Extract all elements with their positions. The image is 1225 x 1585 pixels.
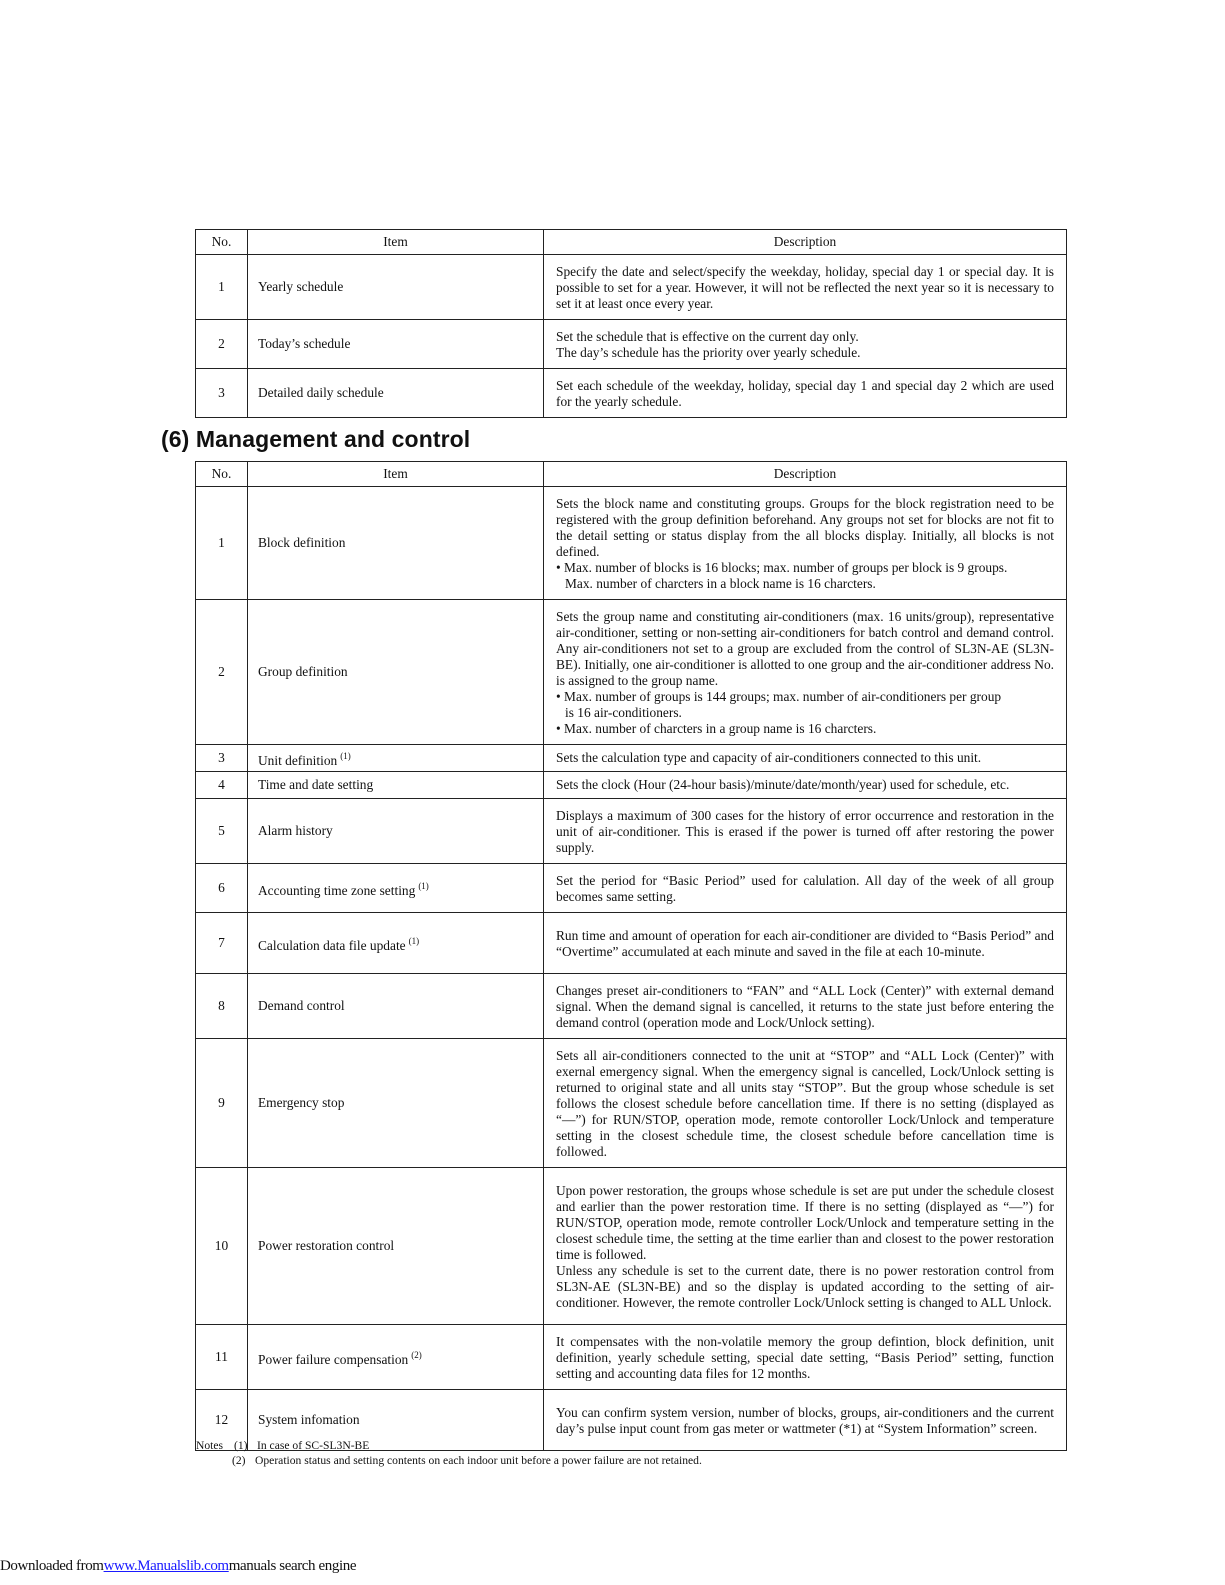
- table-row: [196, 320, 1067, 369]
- section-title: (6) Management and control: [161, 426, 471, 452]
- header-description: Description: [544, 462, 1067, 487]
- table-row: [196, 1039, 1067, 1168]
- table-header-row: [196, 230, 1067, 255]
- row-item: [248, 320, 544, 369]
- description-paragraph: Set the period for “Basic Period” used for calulation. All day of the week of all group becomes same setting.: [556, 873, 1054, 904]
- row-item: [248, 255, 544, 320]
- download-footer: [0, 1558, 356, 1575]
- description-paragraph: Sets the group name and constituting air-conditioners (max. 16 units/group), representative air-conditioner, setting or non-setting air-conditioners for batch control and demand control. Any air-conditioners not set to a group are excluded from the control of SL3N-AE (SL3N-BE). Initially, one air-conditioner is allotted to one group and the air-conditioner address No. is assigned to the group name.: [556, 609, 1054, 688]
- notes-label: Notes: [196, 1439, 224, 1452]
- footnote-marker: (2): [411, 1349, 422, 1360]
- header-item: Item: [248, 462, 544, 487]
- table-header-row: [196, 462, 1067, 487]
- row-item: [248, 913, 544, 974]
- description-paragraph: Max. number of charcters in a block name is 16 charcters.: [565, 576, 876, 591]
- header-no: No.: [196, 230, 248, 255]
- item-label: Emergency stop: [258, 1095, 345, 1110]
- description-paragraph: • Max. number of blocks is 16 blocks; max. number of groups per block is 9 groups.: [556, 560, 1008, 575]
- description-paragraph: Sets the block name and constituting groups. Groups for the block registration need to be registered with the group definition beforehand. Any groups not set for blocks are not fit to the detail setting or status display from the all blocks display. Initially, all blocks is not defined.: [556, 496, 1054, 559]
- description-paragraph: Changes preset air-conditioners to “FAN” and “ALL Lock (Center)” with external demand signal. When the demand signal is cancelled, it returns to the state just before entering the demand control (operation mode and Lock/Unlock setting).: [556, 983, 1054, 1030]
- row-description: [544, 487, 1067, 600]
- row-number: 9: [196, 1039, 248, 1168]
- item-label: Calculation data file update: [258, 937, 406, 953]
- table-row: [196, 745, 1067, 772]
- row-item: [248, 1325, 544, 1390]
- description-paragraph: Unless any schedule is set to the current date, there is no power restoration control from SL3N-AE (SL3N-BE) and so the display is updated according to the setting of air-conditioner. However, the remote controller Lock/Unlock setting is changed to ALL Unlock.: [556, 1263, 1054, 1310]
- item-label: Time and date setting: [258, 777, 374, 792]
- row-number: 6: [196, 864, 248, 913]
- item-label: Group definition: [258, 664, 348, 679]
- note-text: In case of SC-SL3N-BE: [257, 1439, 370, 1452]
- note-row: [196, 1438, 702, 1453]
- row-number: 2: [196, 600, 248, 745]
- row-description: [544, 1168, 1067, 1325]
- row-item: [248, 772, 544, 799]
- item-label: Accounting time zone setting: [258, 882, 416, 898]
- description-paragraph: Specify the date and select/specify the weekday, holiday, special day 1 or special day. It is possible to set for a year. However, it will not be reflected the next year so it is necessary to set it at least once every year.: [556, 264, 1054, 311]
- item-label: Detailed daily schedule: [258, 385, 384, 400]
- description-paragraph: Sets all air-conditioners connected to the unit at “STOP” and “ALL Lock (Center)” with exernal emergency signal. When the emergency signal is cancelled, Lock/Unlock setting is returned to original state and all units stay “STOP”. But the group whose schedule is set follows the closest schedule before cancellation time. If there is no setting (displayed as “—”) for RUN/STOP, operation mode, remote contoroller Lock/Unlock and temperature setting in the closest schedule time, the closest schedule before cancellation time is followed.: [556, 1048, 1054, 1159]
- row-description: [544, 745, 1067, 772]
- description-paragraph: Set each schedule of the weekday, holiday, special day 1 and special day 2 which are used for the yearly schedule.: [556, 378, 1054, 409]
- row-number: 11: [196, 1325, 248, 1390]
- table-row: [196, 864, 1067, 913]
- row-item: [248, 600, 544, 745]
- row-description: [544, 1039, 1067, 1168]
- header-item: Item: [248, 230, 544, 255]
- row-number: 7: [196, 913, 248, 974]
- row-number: 4: [196, 772, 248, 799]
- row-description: [544, 369, 1067, 418]
- row-description: [544, 974, 1067, 1039]
- note-number: (2): [232, 1454, 246, 1467]
- description-paragraph: You can confirm system version, number of blocks, groups, air-conditioners and the current day’s pulse input count from gas meter or wattmeter (*1) at “System Information” screen.: [556, 1405, 1054, 1436]
- description-paragraph: Sets the calculation type and capacity of air-conditioners connected to this unit.: [556, 750, 982, 765]
- table-row: [196, 772, 1067, 799]
- table-row: [196, 913, 1067, 974]
- description-paragraph: is 16 air-conditioners.: [565, 705, 682, 720]
- row-number: 1: [196, 487, 248, 600]
- item-label: Alarm history: [258, 823, 333, 838]
- table-row: [196, 799, 1067, 864]
- row-number: 3: [196, 369, 248, 418]
- description-paragraph: Upon power restoration, the groups whose schedule is set are put under the schedule closest and earlier than the power restoration time. If there is no setting (displayed as “—”) for RUN/STOP, operation mode, remote controller Lock/Unlock and temperature setting in the closest schedule time, the setting at the time earlier than and closest to the power restoration time is followed.: [556, 1183, 1054, 1262]
- row-description: [544, 1325, 1067, 1390]
- item-label: Today’s schedule: [258, 336, 351, 351]
- row-item: [248, 487, 544, 600]
- notes: [196, 1438, 702, 1468]
- row-item: [248, 974, 544, 1039]
- note-number: (1): [234, 1439, 248, 1452]
- row-description: [544, 600, 1067, 745]
- item-label: Power failure compensation: [258, 1351, 409, 1367]
- description-paragraph: • Max. number of groups is 144 groups; max. number of air-conditioners per group: [556, 689, 1002, 704]
- footnote-marker: (1): [408, 935, 420, 946]
- row-description: [544, 864, 1067, 913]
- table-row: [196, 255, 1067, 320]
- item-label: Yearly schedule: [258, 279, 344, 294]
- description-paragraph: • Max. number of charcters in a group name is 16 charcters.: [556, 721, 877, 736]
- item-label: Block definition: [258, 535, 346, 550]
- footer-suffix: manuals search engine: [228, 1558, 357, 1574]
- row-description: [544, 913, 1067, 974]
- item-label: Demand control: [258, 998, 345, 1013]
- table-row: [196, 1168, 1067, 1325]
- header-description: Description: [544, 230, 1067, 255]
- header-no: No.: [196, 462, 248, 487]
- row-item: [248, 864, 544, 913]
- row-description: [544, 799, 1067, 864]
- description-paragraph: Run time and amount of operation for each air-conditioner are divided to “Basis Period” and “Overtime” accumulated at each minute and saved in the file at each 10-minute.: [556, 928, 1054, 959]
- row-item: [248, 1168, 544, 1325]
- footnote-marker: (1): [418, 880, 429, 891]
- table-row: [196, 1325, 1067, 1390]
- row-number: 3: [196, 745, 248, 772]
- table-row: [196, 487, 1067, 600]
- description-paragraph: Set the schedule that is effective on the current day only.: [556, 329, 859, 344]
- table-row: [196, 974, 1067, 1039]
- row-description: [544, 320, 1067, 369]
- row-description: [544, 772, 1067, 799]
- row-description: [544, 255, 1067, 320]
- row-item: [248, 1039, 544, 1168]
- description-paragraph: Displays a maximum of 300 cases for the history of error occurrence and restoration in the unit of air-conditioner. This is erased if the power is turned off after restoring the power supply.: [556, 808, 1054, 855]
- row-item: [248, 745, 544, 772]
- row-number: 5: [196, 799, 248, 864]
- footer-prefix: Downloaded from: [0, 1558, 104, 1574]
- management-table: [195, 461, 1067, 1451]
- row-item: [248, 799, 544, 864]
- item-label: Unit definition: [258, 752, 338, 768]
- item-label: Power restoration control: [258, 1238, 395, 1253]
- row-item: [248, 369, 544, 418]
- manualslib-link[interactable]: www.Manualslib.com: [103, 1558, 229, 1574]
- table-row: [196, 369, 1067, 418]
- table-row: [196, 600, 1067, 745]
- description-paragraph: It compensates with the non-volatile memory the group defintion, block definition, unit definition, yearly schedule setting, special date setting, “Basis Period” setting, function setting and accounting data files for 12 months.: [556, 1334, 1054, 1381]
- row-number: 2: [196, 320, 248, 369]
- row-number: 12: [196, 1390, 248, 1451]
- description-paragraph: Sets the clock (Hour (24-hour basis)/minute/date/month/year) used for schedule, etc.: [556, 777, 1010, 792]
- row-number: 8: [196, 974, 248, 1039]
- description-paragraph: The day’s schedule has the priority over yearly schedule.: [556, 345, 861, 360]
- schedule-table: [195, 229, 1067, 418]
- note-text: Operation status and setting contents on each indoor unit before a power failure are not retained.: [255, 1454, 702, 1467]
- row-number: 10: [196, 1168, 248, 1325]
- note-row: [196, 1453, 702, 1468]
- footnote-marker: (1): [340, 750, 351, 761]
- row-number: 1: [196, 255, 248, 320]
- item-label: System infomation: [258, 1412, 360, 1427]
